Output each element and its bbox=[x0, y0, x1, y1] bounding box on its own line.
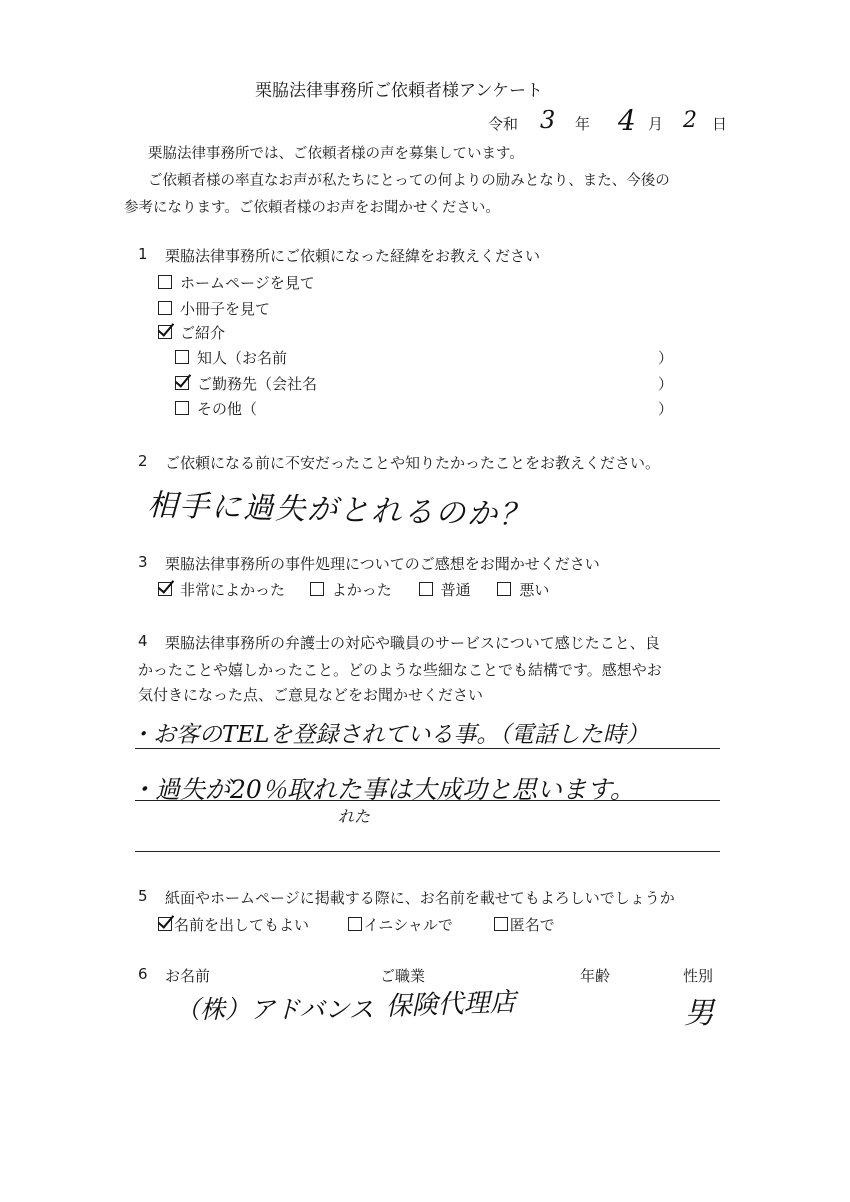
q3-option-very-good: 非常によかった bbox=[180, 581, 286, 599]
q4-answer-insert: れた bbox=[338, 807, 371, 826]
q4-number: 4 bbox=[138, 632, 148, 650]
q6-label-gender: 性別 bbox=[683, 967, 714, 985]
q3-option-bad: 悪い bbox=[519, 581, 550, 599]
q1-option-referral[interactable] bbox=[158, 322, 225, 343]
q5-options bbox=[158, 914, 555, 935]
q4-question-line-2: かったことや嬉しかったこと。どのような些細なことでも結構です。感想やお bbox=[138, 661, 662, 679]
q1-sub-employer[interactable] bbox=[175, 373, 317, 394]
q1-option-referral-label: ご紹介 bbox=[180, 324, 226, 342]
q1-question: 栗脇法律事務所にご依頼になった経緯をお教えください bbox=[165, 247, 541, 265]
intro-line-2: ご依頼者様の率直なお声が私たちにとっての何よりの励みとなり、また、今後の bbox=[148, 173, 670, 189]
q1-acquaintance-close: ） bbox=[658, 349, 674, 367]
q6-number: 6 bbox=[138, 965, 148, 983]
checkbox-booklet[interactable] bbox=[158, 301, 172, 315]
answer-rule-1 bbox=[135, 748, 720, 749]
q4-answer-line-2: ・過失が20％取れた事は大成功と思います。 bbox=[130, 775, 635, 804]
checkbox-homepage[interactable] bbox=[158, 275, 172, 289]
date-era: 令和 bbox=[488, 115, 519, 133]
q6-label-name: お名前 bbox=[165, 967, 211, 985]
checkbox-full-name[interactable] bbox=[158, 917, 172, 931]
q4-question-line-3: 気付きになった点、ご意見などをお聞かせください bbox=[138, 686, 484, 704]
checkbox-good[interactable] bbox=[310, 582, 324, 596]
checkbox-referral[interactable] bbox=[158, 325, 172, 339]
checkbox-initials[interactable] bbox=[348, 917, 362, 931]
q2-number: 2 bbox=[138, 452, 148, 470]
answer-rule-2 bbox=[135, 800, 720, 801]
q5-option-initials: イニシャルで bbox=[363, 916, 453, 934]
date-day-unit: 日 bbox=[712, 115, 728, 133]
q6-answer-name: （株）アドバンス bbox=[175, 995, 374, 1024]
checkbox-anonymous[interactable] bbox=[494, 917, 508, 931]
checkbox-bad[interactable] bbox=[497, 582, 511, 596]
q2-answer: 相手に過失がとれるのか？ bbox=[146, 487, 532, 534]
q4-answer-line-1: ・お客のTELを登録されている事。（電話した時） bbox=[130, 722, 649, 748]
q1-option-homepage-label: ホームページを見て bbox=[180, 274, 315, 292]
q3-option-normal: 普通 bbox=[440, 581, 471, 599]
checkbox-acquaintance[interactable] bbox=[175, 350, 189, 364]
q1-sub-acquaintance-label: 知人（お名前 bbox=[197, 349, 288, 367]
q3-number: 3 bbox=[138, 553, 148, 571]
q5-number: 5 bbox=[138, 887, 148, 905]
intro-line-1: 栗脇法律事務所では、ご依頼者様の声を募集しています。 bbox=[148, 146, 524, 162]
q3-option-good: よかった bbox=[331, 581, 392, 599]
q1-option-booklet[interactable] bbox=[158, 298, 270, 319]
checkbox-other[interactable] bbox=[175, 401, 189, 415]
checkbox-very-good[interactable] bbox=[158, 582, 172, 596]
q3-question: 栗脇法律事務所の事件処理についてのご感想をお聞かせください bbox=[165, 555, 600, 573]
intro-line-3: 参考になります。ご依頼者様のお声をお聞かせください。 bbox=[124, 200, 500, 216]
q5-option-anonymous: 匿名で bbox=[509, 916, 555, 934]
q3-options bbox=[158, 579, 549, 600]
date-day: 2 bbox=[683, 108, 697, 133]
q6-label-age: 年齢 bbox=[580, 967, 611, 985]
checkbox-employer[interactable] bbox=[175, 376, 189, 390]
q6-label-occupation: ご職業 bbox=[380, 967, 426, 985]
q1-other-close: ） bbox=[658, 400, 674, 418]
q1-sub-acquaintance[interactable] bbox=[175, 347, 287, 368]
date-year-unit: 年 bbox=[575, 115, 591, 133]
q2-question: ご依頼になる前に不安だったことや知りたかったことをお教えください。 bbox=[165, 454, 661, 472]
q1-option-homepage[interactable] bbox=[158, 272, 315, 293]
q1-option-booklet-label: 小冊子を見て bbox=[180, 300, 271, 318]
page-title: 栗脇法律事務所ご依頼者様アンケート bbox=[255, 81, 543, 101]
date-month-unit: 月 bbox=[648, 115, 664, 133]
date-year: 3 bbox=[540, 106, 556, 134]
date-month: 4 bbox=[618, 104, 636, 137]
q1-sub-other-label: その他（ bbox=[197, 400, 258, 418]
q5-option-full-name: 名前を出してもよい bbox=[174, 916, 310, 934]
q5-question: 紙面やホームページに掲載する際に、お名前を載せてもよろしいでしょうか bbox=[165, 889, 675, 907]
q6-answer-occupation: 保険代理店 bbox=[385, 987, 517, 1022]
answer-rule-3 bbox=[135, 851, 720, 852]
q6-answer-gender: 男 bbox=[684, 996, 714, 1031]
checkbox-normal[interactable] bbox=[419, 582, 433, 596]
q1-employer-close: ） bbox=[658, 375, 674, 393]
q4-question-line-1: 栗脇法律事務所の弁護士の対応や職員のサービスについて感じたこと、良 bbox=[165, 634, 660, 652]
q1-sub-other[interactable] bbox=[175, 398, 257, 419]
q1-sub-employer-label: ご勤務先（会社名 bbox=[197, 375, 318, 393]
q1-number: 1 bbox=[138, 245, 148, 263]
